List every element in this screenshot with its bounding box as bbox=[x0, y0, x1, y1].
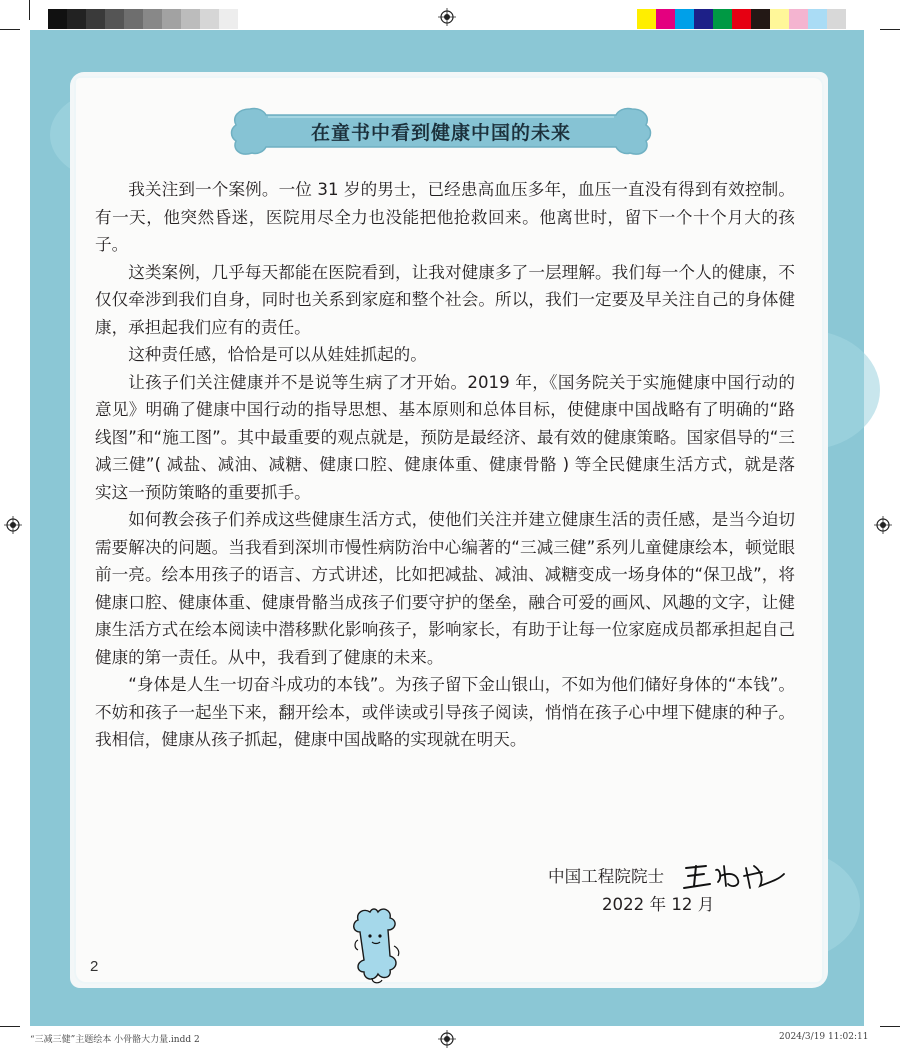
bone-mascot-icon bbox=[350, 906, 410, 986]
page-number: 2 bbox=[90, 958, 99, 975]
color-swatch bbox=[656, 9, 675, 29]
date: 2022 年 12 月 bbox=[602, 895, 715, 914]
gray-swatch bbox=[181, 9, 200, 29]
gray-swatch bbox=[219, 9, 238, 29]
paragraph: 我关注到一个案例。一位 31 岁的男士，已经患高血压多年，血压一直没有得到有效控制。有一天，他突然昏迷，医院用尽全力也没能把他抢救回来。他离世时，留下一个十个月大的孩子。 bbox=[95, 180, 795, 254]
gray-swatch bbox=[143, 9, 162, 29]
registration-mark-icon bbox=[438, 1030, 456, 1048]
paragraph: 这类案例，几乎每天都能在医院看到，让我对健康多了一层理解。我们每一个人的健康，不仅仅牵涉到我们自身，同时也关系到家庭和整个社会。所以，我们一定要及早关注自己的身体健康，承担起我们应有的责任。 bbox=[95, 262, 795, 337]
color-swatch bbox=[808, 9, 827, 29]
color-swatch bbox=[770, 9, 789, 29]
gray-swatch bbox=[124, 9, 143, 29]
gray-calibration-bar bbox=[48, 9, 257, 29]
gray-swatch bbox=[67, 9, 86, 29]
paragraph: 这种责任感，恰恰是可以从娃娃抓起的。 bbox=[128, 345, 427, 364]
gray-swatch bbox=[105, 9, 124, 29]
author-title: 中国工程院院士 bbox=[548, 867, 665, 886]
registration-mark-icon bbox=[874, 516, 892, 534]
color-swatch bbox=[694, 9, 713, 29]
crop-mark bbox=[0, 29, 20, 30]
color-swatch bbox=[675, 9, 694, 29]
crop-mark bbox=[880, 29, 900, 30]
print-slug-filename: “三减三健”主题绘本 小骨骼大力量.indd 2 bbox=[30, 1035, 200, 1045]
page-title: 在童书中看到健康中国的未来 bbox=[310, 121, 571, 144]
registration-mark-icon bbox=[438, 8, 456, 26]
gray-swatch bbox=[86, 9, 105, 29]
crop-mark bbox=[0, 1026, 20, 1027]
color-swatch bbox=[751, 9, 770, 29]
print-slug-timestamp: 2024/3/19 11:02:11 bbox=[779, 1032, 869, 1042]
handwritten-signature bbox=[680, 856, 790, 896]
color-calibration-bar bbox=[637, 9, 846, 29]
color-swatch bbox=[637, 9, 656, 29]
color-swatch bbox=[713, 9, 732, 29]
title-banner bbox=[228, 103, 654, 159]
color-swatch bbox=[827, 9, 846, 29]
gray-swatch bbox=[238, 9, 257, 29]
gray-swatch bbox=[200, 9, 219, 29]
crop-mark bbox=[29, 0, 30, 20]
paragraph: 让孩子们关注健康并不是说等生病了才开始。2019 年，《国务院关于实施健康中国行动的意见》明确了健康中国行动的指导思想、基本原则和总体目标，使健康中国战略有了明确的“路线图”和“施工图”。其中最重要的观点就是，预防是最经济、最有效的健康策略。国家倡导的“三减三健”( 减盐、减油、减糖、健康口腔、健康体重、健康骨骼 ) 等全民健康生活方式，就是落实这一预防策略的重要抓手。 bbox=[95, 372, 795, 502]
article-body bbox=[95, 176, 795, 754]
gray-swatch bbox=[48, 9, 67, 29]
crop-mark bbox=[880, 1026, 900, 1027]
gray-swatch bbox=[162, 9, 181, 29]
color-swatch bbox=[732, 9, 751, 29]
color-swatch bbox=[789, 9, 808, 29]
registration-mark-icon bbox=[4, 516, 22, 534]
paragraph: 如何教会孩子们养成这些健康生活方式，使他们关注并建立健康生活的责任感，是当今迫切需要解决的问题。当我看到深圳市慢性病防治中心编著的“三减三健”系列儿童健康绘本，顿觉眼前一亮。绘本用孩子的语言、方式讲述，比如把减盐、减油、减糖变成一场身体的“保卫战”，将健康口腔、健康体重、健康骨骼当成孩子们要守护的堡垒，融合可爱的画风、风趣的文字，让健康生活方式在绘本阅读中潜移默化影响孩子，影响家长，有助于让每一位家庭成员都承担起自己健康的第一责任。从中，我看到了健康的未来。 bbox=[95, 510, 795, 667]
paragraph: “身体是人生一切奋斗成功的本钱”。为孩子留下金山银山，不如为他们储好身体的“本钱”。不妨和孩子一起坐下来，翻开绘本，或伴读或引导孩子阅读，悄悄在孩子心中埋下健康的种子。我相信，健康从孩子抓起，健康中国战略的实现就在明天。 bbox=[95, 675, 795, 749]
